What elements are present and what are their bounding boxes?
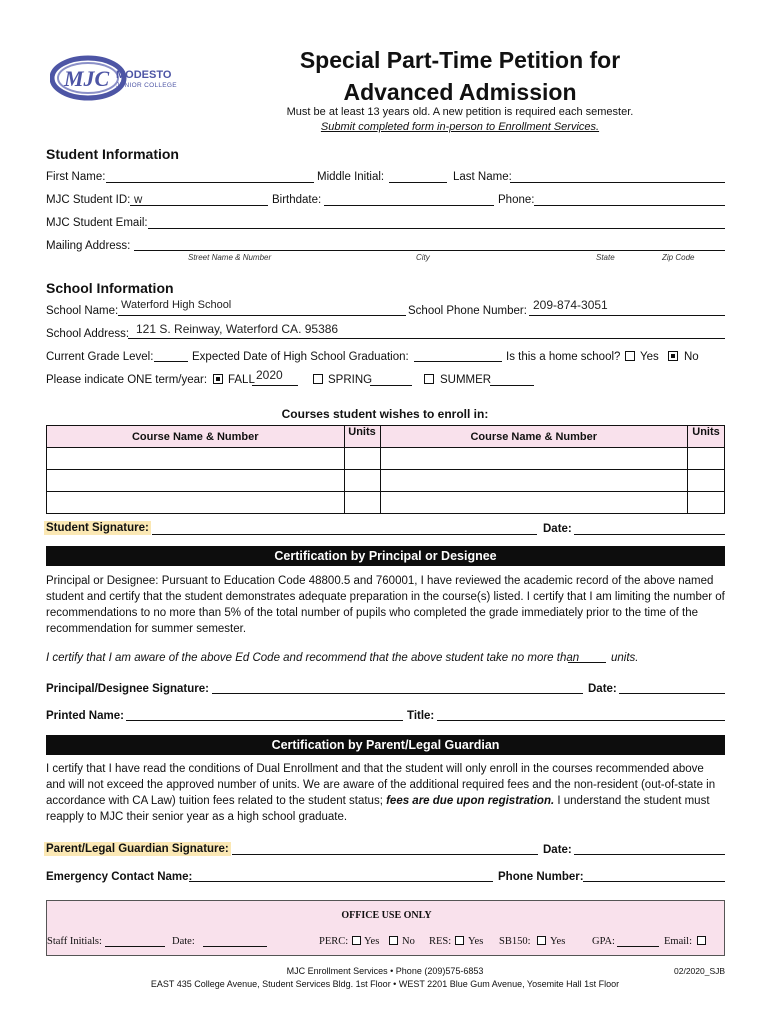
term-label: Please indicate ONE term/year: xyxy=(46,374,208,386)
school-name-value[interactable]: Waterford High School xyxy=(121,299,232,311)
guardian-date-label: Date: xyxy=(543,844,572,856)
units-cell[interactable] xyxy=(344,470,380,492)
office-email-checkbox[interactable] xyxy=(697,936,706,945)
logo-mark: MJC xyxy=(64,66,110,91)
graduation-field[interactable] xyxy=(414,361,502,362)
phone-label: Phone: xyxy=(498,194,535,206)
student-id-field[interactable] xyxy=(130,205,268,206)
spring-checkbox[interactable] xyxy=(313,374,323,384)
printed-name-label: Printed Name: xyxy=(46,710,124,722)
school-name-field[interactable] xyxy=(118,315,406,316)
mailing-address-label: Mailing Address: xyxy=(46,240,131,252)
certify-units-post: units. xyxy=(611,652,639,664)
fall-year-field[interactable] xyxy=(252,385,298,386)
emergency-contact-field[interactable] xyxy=(189,881,493,882)
title-field[interactable] xyxy=(437,720,725,721)
summer-year-field[interactable] xyxy=(490,385,534,386)
spring-label: SPRING xyxy=(328,374,373,386)
course-row xyxy=(47,470,725,492)
homeschool-no-checkbox[interactable] xyxy=(668,351,678,361)
mjc-logo xyxy=(50,54,178,104)
graduation-label: Expected Date of High School Graduation: xyxy=(192,351,409,363)
res-label: RES: xyxy=(429,936,452,947)
birthdate-field[interactable] xyxy=(324,205,494,206)
last-name-field[interactable] xyxy=(510,182,725,183)
gpa-label: GPA: xyxy=(592,936,615,947)
student-id-label: MJC Student ID: xyxy=(46,194,131,206)
student-date-field[interactable] xyxy=(574,534,725,535)
title-label: Title: xyxy=(407,710,435,722)
summer-label: SUMMER xyxy=(440,374,492,386)
birthdate-label: Birthdate: xyxy=(272,194,322,206)
mailing-address-field[interactable] xyxy=(134,250,725,251)
form-code: 02/2020_SJB xyxy=(674,966,726,976)
units-cell[interactable] xyxy=(344,448,380,470)
office-email-label: Email: xyxy=(664,936,692,947)
sb150-yes-label: Yes xyxy=(550,936,566,947)
perc-no-label: No xyxy=(402,936,415,947)
grade-level-label: Current Grade Level: xyxy=(46,351,154,363)
principal-paragraph: Principal or Designee: Pursuant to Education Code 48800.5 and 760001, I have reviewed the academic record of the above named student and certify that the student demonstrates adequate preparation in the course(s) listed. I certify that I am limiting the number of recommendations to no more than 5% of the total number of pupils who completed the grade immediately prior to the time of the recommendation for summer semester. xyxy=(46,575,725,635)
student-info-heading: Student Information xyxy=(46,146,179,162)
street-caption: Street Name & Number xyxy=(188,253,272,262)
logo-subname: JUNIOR COLLEGE xyxy=(116,82,177,89)
perc-label: PERC: xyxy=(319,936,349,947)
spring-year-field[interactable] xyxy=(370,385,412,386)
student-signature-label xyxy=(44,522,151,534)
guardian-paragraph xyxy=(46,761,726,825)
school-phone-value[interactable]: 209-874-3051 xyxy=(533,298,608,312)
footer-line-1: MJC Enrollment Services • Phone (209)575-6853 xyxy=(286,966,484,976)
footer-line-2: EAST 435 College Avenue, Student Services Bldg. 1st Floor • WEST 2201 Blue Gum Avenue, Yosemite Hall 1st Floor xyxy=(150,979,620,989)
units-cell[interactable] xyxy=(688,448,725,470)
sb150-yes-checkbox[interactable] xyxy=(537,936,546,945)
course-column-header-right: Course Name & Number xyxy=(380,426,688,448)
staff-initials-field[interactable] xyxy=(105,946,165,947)
units-column-header-left: Units xyxy=(344,426,380,448)
student-date-label: Date: xyxy=(543,523,572,535)
certify-units-text xyxy=(46,652,579,664)
first-name-field[interactable] xyxy=(106,182,314,183)
school-address-field[interactable] xyxy=(128,338,725,339)
course-cell[interactable] xyxy=(47,470,345,492)
office-use-heading: OFFICE USE ONLY xyxy=(341,910,432,921)
course-cell[interactable] xyxy=(380,492,688,514)
submit-instruction: Submit completed form in-person to Enrollment Services. xyxy=(320,121,600,133)
course-cell[interactable] xyxy=(47,492,345,514)
middle-initial-label: Middle Initial: xyxy=(317,171,385,183)
printed-name-field[interactable] xyxy=(126,720,403,721)
city-caption: City xyxy=(416,253,430,262)
course-cell[interactable] xyxy=(380,448,688,470)
guardian-para-part1: I certify that I have read the conditions of Dual Enrollment and that the student will only enroll in the courses recommended above and will not exceed the approved number of units. We are aware of the additional required fees and the non-resident (out-of-state in accordance with CA Law) tuition fees related to the student status; xyxy=(46,763,716,807)
summer-checkbox[interactable] xyxy=(424,374,434,384)
courses-table xyxy=(46,425,725,514)
staff-initials-label: Staff Initials: xyxy=(47,936,102,947)
student-id-prefix: w xyxy=(134,194,143,206)
title-line-1: Special Part-Time Petition for xyxy=(299,47,621,73)
course-column-header-left: Course Name & Number xyxy=(47,426,345,448)
school-address-value[interactable]: 121 S. Reinway, Waterford CA. 95386 xyxy=(136,322,339,336)
principal-signature-field[interactable] xyxy=(212,693,583,694)
homeschool-label: Is this a home school? xyxy=(506,351,621,363)
perc-yes-checkbox[interactable] xyxy=(352,936,361,945)
course-cell[interactable] xyxy=(380,470,688,492)
student-signature-text: Student Signature: xyxy=(46,522,149,534)
phone-field[interactable] xyxy=(534,205,725,206)
grade-level-field[interactable] xyxy=(154,361,188,362)
principal-date-field[interactable] xyxy=(619,693,725,694)
fall-label: FALL xyxy=(228,374,255,386)
courses-header-row xyxy=(47,426,725,448)
principal-date-label: Date: xyxy=(588,683,617,695)
sb150-label: SB150: xyxy=(499,936,531,947)
courses-heading: Courses student wishes to enroll in: xyxy=(281,407,489,421)
guardian-para-bold: fees are due upon registration. xyxy=(386,795,555,807)
last-name-label: Last Name: xyxy=(453,171,512,183)
principal-signature-label: Principal/Designee Signature: xyxy=(46,683,209,695)
homeschool-yes-checkbox[interactable] xyxy=(625,351,635,361)
school-phone-label: School Phone Number: xyxy=(408,305,527,317)
guardian-date-field[interactable] xyxy=(574,854,725,855)
homeschool-yes-label: Yes xyxy=(640,351,659,363)
principal-certification-bar: Certification by Principal or Designee xyxy=(46,546,725,566)
perc-no-checkbox[interactable] xyxy=(389,936,398,945)
course-row xyxy=(47,448,725,470)
office-use-box xyxy=(46,900,725,956)
state-caption: State xyxy=(596,253,615,262)
res-yes-label: Yes xyxy=(468,936,484,947)
emergency-phone-field[interactable] xyxy=(583,881,725,882)
units-cell[interactable] xyxy=(688,492,725,514)
certify-units-pre: I certify that I am aware of the above Ed Code and recommend that the above student take no more than xyxy=(46,652,580,664)
units-cell[interactable] xyxy=(688,470,725,492)
office-date-field[interactable] xyxy=(203,946,267,947)
page-title xyxy=(250,44,670,108)
email-label: MJC Student Email: xyxy=(46,217,148,229)
max-units-field[interactable] xyxy=(568,662,606,663)
email-field[interactable] xyxy=(148,228,725,229)
gpa-field[interactable] xyxy=(617,946,659,947)
school-address-label: School Address: xyxy=(46,328,130,340)
course-cell[interactable] xyxy=(47,448,345,470)
office-date-label: Date: xyxy=(172,936,195,947)
emergency-contact-label: Emergency Contact Name: xyxy=(46,871,193,883)
perc-yes-label: Yes xyxy=(364,936,380,947)
fall-checkbox[interactable] xyxy=(213,374,223,384)
fall-year-value[interactable]: 2020 xyxy=(256,368,283,382)
guardian-certification-bar: Certification by Parent/Legal Guardian xyxy=(46,735,725,755)
student-signature-field[interactable] xyxy=(152,534,537,535)
subtitle: Must be at least 13 years old. A new petition is required each semester. xyxy=(286,106,634,118)
guardian-signature-field[interactable] xyxy=(232,854,538,855)
first-name-label: First Name: xyxy=(46,171,106,183)
school-name-label: School Name: xyxy=(46,305,119,317)
school-info-heading: School Information xyxy=(46,280,174,296)
units-cell[interactable] xyxy=(344,492,380,514)
school-phone-field[interactable] xyxy=(529,315,725,316)
title-line-2: Advanced Admission xyxy=(343,79,577,105)
units-column-header-right: Units xyxy=(688,426,725,448)
homeschool-no-label: No xyxy=(684,351,699,363)
guardian-signature-text: Parent/Legal Guardian Signature: xyxy=(46,843,229,855)
logo-name: MODESTO xyxy=(116,69,172,81)
course-row xyxy=(47,492,725,514)
emergency-phone-label: Phone Number: xyxy=(498,871,584,883)
guardian-signature-label xyxy=(44,843,231,855)
res-yes-checkbox[interactable] xyxy=(455,936,464,945)
guardian-para-part2: I understand the student must reapply to MJC their senior year as a high school graduate. xyxy=(46,795,710,823)
zip-caption: Zip Code xyxy=(662,253,695,262)
middle-initial-field[interactable] xyxy=(389,182,447,183)
